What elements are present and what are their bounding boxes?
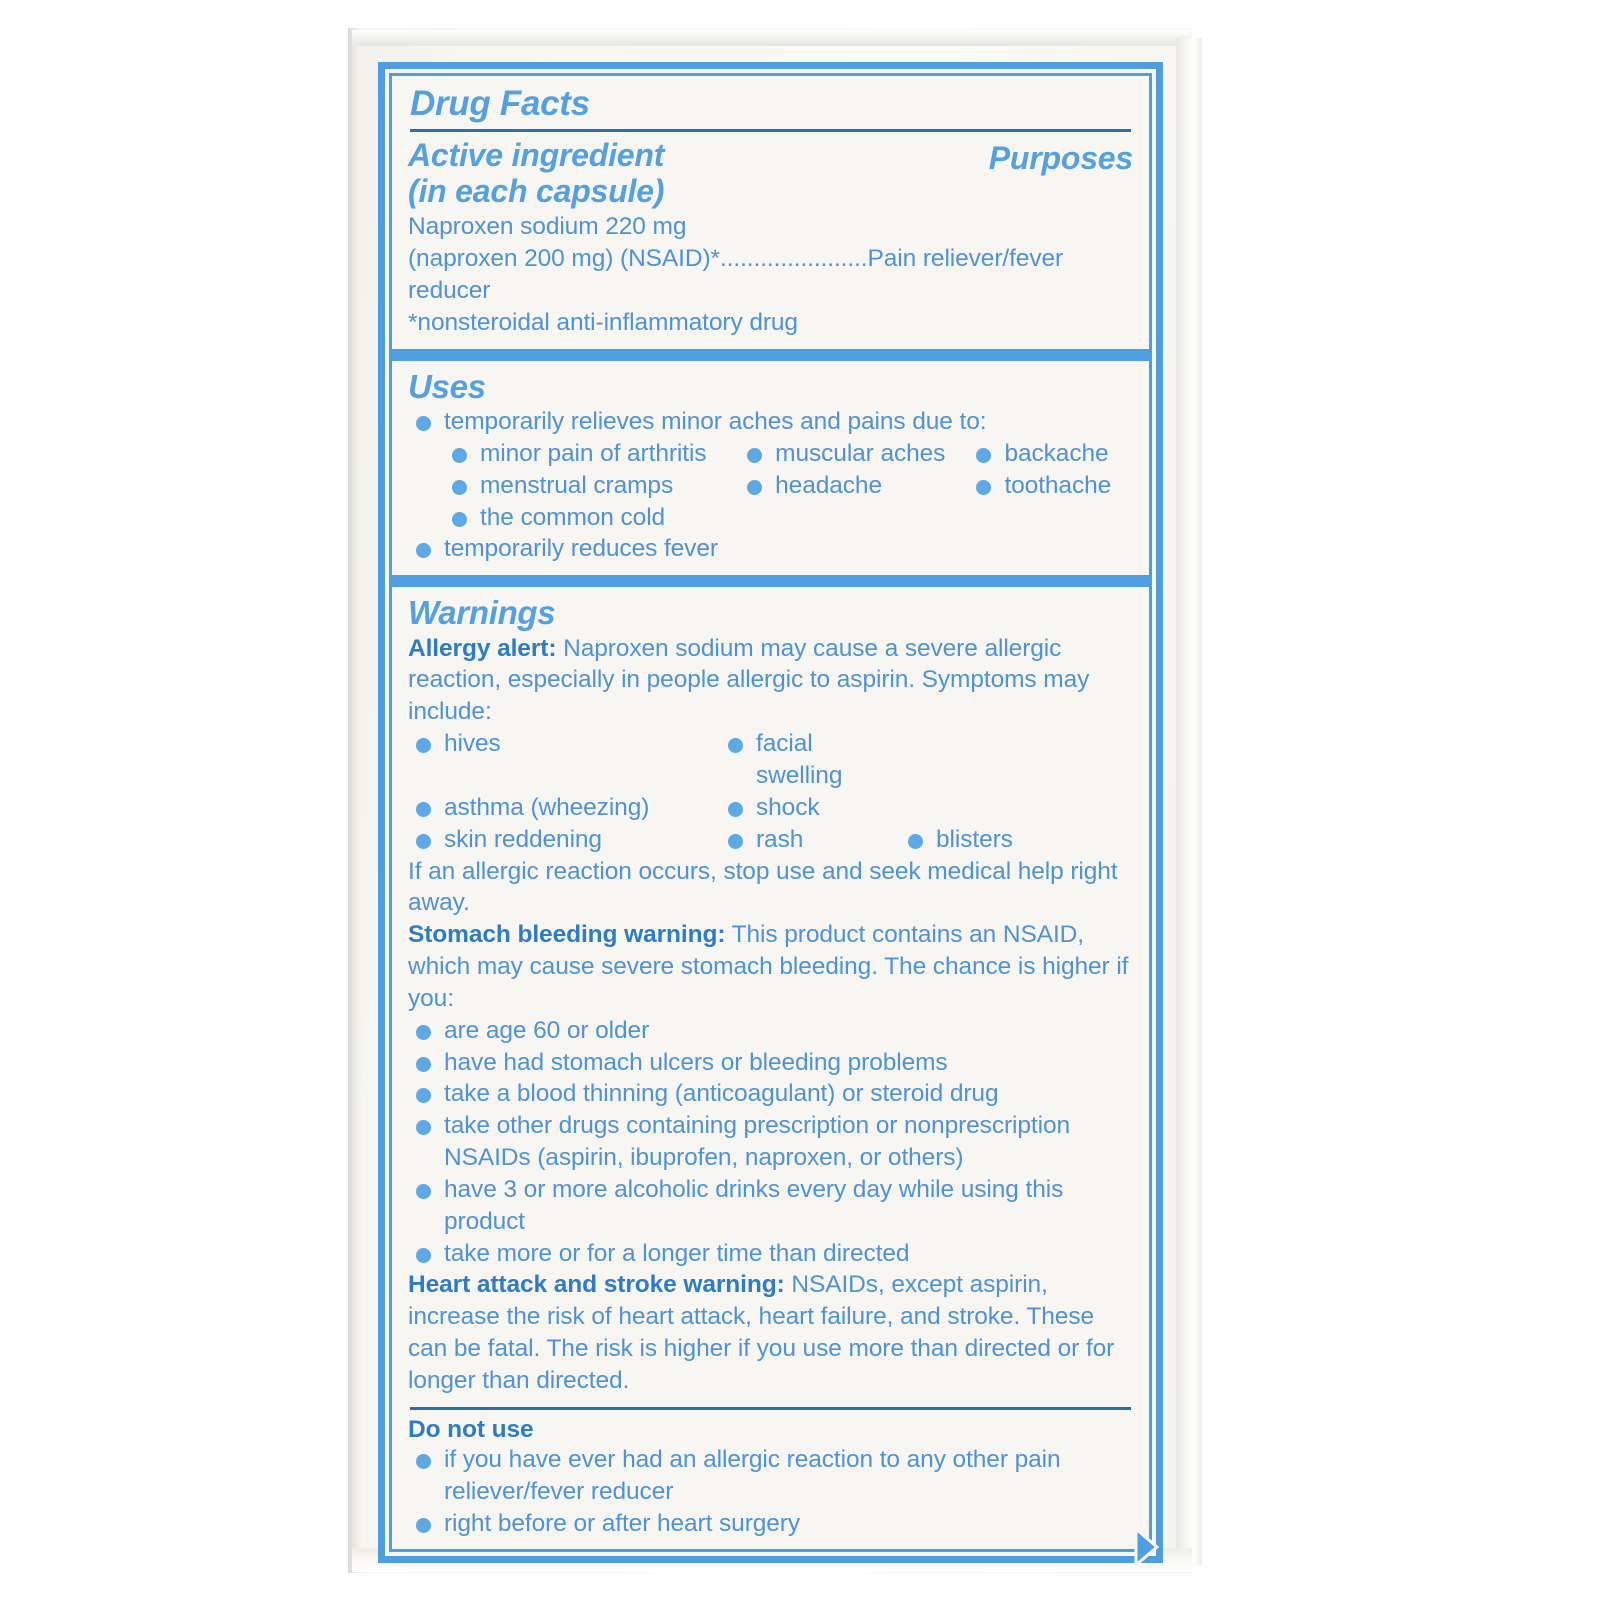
stomach-bleeding-paragraph xyxy=(408,919,1133,1015)
warnings-heading: Warnings xyxy=(408,594,556,632)
allergy-alert-paragraph xyxy=(408,633,1133,729)
heart-attack-text: NSAIDs, except aspirin, increase the risk of heart attack, heart failure, and stroke. These can be fatal. The risk is higher if you use more than directed or for longer than directed. xyxy=(408,1271,1115,1394)
uses-columns-row-2 xyxy=(408,470,1133,502)
do-not-use-divider xyxy=(410,1407,1131,1410)
list-item: headache xyxy=(745,470,974,502)
active-ingredient-header-row xyxy=(408,138,1133,210)
list-item: if you have ever had an allergic reaction to any other pain reliever/fever reducer xyxy=(408,1444,1133,1508)
carton-right-side-panel xyxy=(1176,38,1202,1565)
list-item: menstrual cramps xyxy=(450,470,745,502)
list-item: right before or after heart surgery xyxy=(408,1508,1133,1540)
list-item: asthma (wheezing) xyxy=(414,792,726,824)
uses-columns-row-3 xyxy=(408,502,1133,534)
list-item: hives xyxy=(414,728,726,792)
list-item: temporarily reduces fever xyxy=(408,533,1133,565)
uses-final-list xyxy=(408,533,1133,565)
do-not-use-heading: Do not use xyxy=(408,1415,534,1443)
stomach-bleeding-label: Stomach bleeding warning: xyxy=(408,921,726,949)
uses-heading: Uses xyxy=(408,367,486,405)
list-item: toothache xyxy=(974,470,1133,502)
ingredient-line-1: Naproxen sodium 220 mg xyxy=(408,213,687,241)
allergy-alert-text: Naproxen sodium may cause a severe allergic reaction, especially in people allergic to aspirin. Symptoms may include: xyxy=(408,634,1090,726)
list-item: have had stomach ulcers or bleeding problems xyxy=(408,1047,1133,1079)
list-item: backache xyxy=(974,438,1133,470)
list-item: take more or for a longer time than directed xyxy=(408,1238,1133,1270)
list-item: facial swelling xyxy=(726,728,888,792)
uses-columns-row-1 xyxy=(408,438,1133,470)
allergy-symptoms-row-2 xyxy=(408,792,1133,824)
section-divider-warnings xyxy=(392,575,1149,587)
list-item: take a blood thinning (anticoagulant) or steroid drug xyxy=(408,1078,1133,1110)
list-item: take other drugs containing prescription or nonprescription NSAIDs (aspirin, ibuprofen, naproxen, or others) xyxy=(408,1110,1133,1174)
drug-facts-inner-frame xyxy=(389,73,1152,1552)
section-divider-uses xyxy=(392,349,1149,361)
list-item: the common cold xyxy=(450,502,810,534)
heart-attack-paragraph xyxy=(408,1269,1133,1396)
purposes-heading: Purposes xyxy=(988,139,1133,176)
heart-attack-label: Heart attack and stroke warning: xyxy=(408,1271,785,1299)
carton-top-edge xyxy=(352,30,1192,46)
drug-facts-panel xyxy=(378,62,1163,1563)
list-item: temporarily relieves minor aches and pains due to: xyxy=(408,406,1133,438)
ingredient-footnote: *nonsteroidal anti-inflammatory drug xyxy=(408,308,798,336)
warnings-section xyxy=(392,587,1149,1549)
list-item: have 3 or more alcoholic drinks every day while using this product xyxy=(408,1174,1133,1238)
active-ingredient-section xyxy=(392,76,1149,349)
stomach-bleeding-text: This product contains an NSAID, which may cause severe stomach bleeding. The chance is higher if you: xyxy=(408,921,1129,1012)
list-item: shock xyxy=(726,792,888,824)
title-divider xyxy=(410,129,1131,132)
allergy-symptoms-row-3 xyxy=(408,824,1133,856)
do-not-use-list xyxy=(408,1444,1133,1540)
stomach-bleeding-list xyxy=(408,1015,1133,1270)
ingredient-name: (naproxen 200 mg) (NSAID)* xyxy=(408,245,720,273)
allergy-closing-text: If an allergic reaction occurs, stop use and seek medical help right away. xyxy=(408,857,1118,917)
active-ingredient-body xyxy=(408,211,1133,338)
list-item: muscular aches xyxy=(745,438,974,470)
leader-dots: ...................... xyxy=(719,245,868,273)
list-item: skin reddening xyxy=(414,824,726,856)
carton-left-crease xyxy=(348,28,361,1573)
list-item: minor pain of arthritis xyxy=(450,438,745,470)
active-ingredient-heading xyxy=(408,138,664,210)
allergy-alert-label: Allergy alert: xyxy=(408,634,557,662)
active-ingredient-heading-line2: (in each capsule) xyxy=(408,172,665,209)
uses-section xyxy=(392,361,1149,576)
page-title: Drug Facts xyxy=(410,84,590,123)
uses-lead-list xyxy=(408,406,1133,438)
list-item: are age 60 or older xyxy=(408,1015,1133,1047)
allergy-symptoms-row-1 xyxy=(408,728,1133,792)
list-item: rash xyxy=(726,824,906,856)
list-item: blisters xyxy=(906,824,1013,856)
ingredient-purpose: Pain reliever/fever reducer xyxy=(408,245,1064,305)
active-ingredient-heading-line1: Active ingredient xyxy=(408,136,665,173)
ingredient-line-2 xyxy=(408,243,1133,307)
